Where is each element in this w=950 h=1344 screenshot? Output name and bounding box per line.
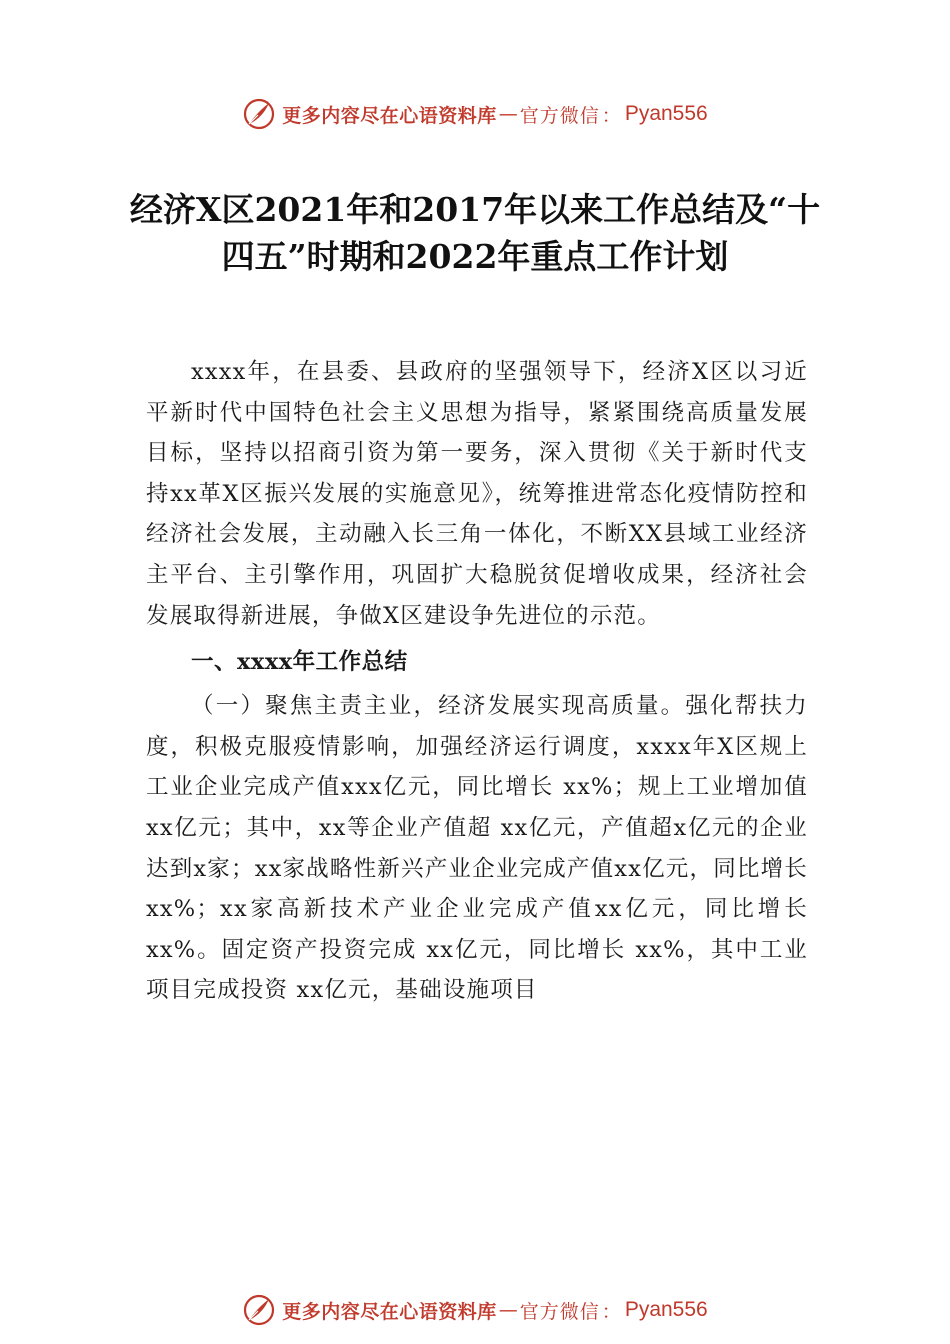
section-paragraph: （一）聚焦主责主业，经济发展实现高质量。强化帮扶力度，积极克服疫情影响，加强经济运行调度，xxxx年X区规上工业企业完成产值xxx亿元，同比增长 xx%；规上工业增加值 xx亿元；其中，xx等企业产值超 xx亿元，产值超x亿元的企业达到x家；xx家战略性新兴产业企业完成产值xx亿元，同比增长 xx%；xx家高新技术产业企业完成产值xx亿元，同比增长 xx%。固定资产投资完成 xx亿元，同比增长 xx%，其中工业项目完成投资 xx亿元，基础设施项目 [146,693,808,1004]
document-title: 经济X区2021年和2017年以来工作总结及“十四五”时期和2022年重点工作计划 [129,190,821,276]
intro-paragraph: xxxx年，在县委、县政府的坚强领导下，经济X区以习近平新时代中国特色社会主义思想为指导，紧紧围绕高质量发展目标，坚持以招商引资为第一要务，深入贯彻《关于新时代支持xx革X区振兴发展的实施意见》，统筹推进常态化疫情防控和经济社会发展，主动融入长三角一体化，不断XX县域工业经济主平台、主引擎作用，巩固扩大稳脱贫促增收成果，经济社会发展取得新进展，争做X区建设争先进位的示范。 [146,359,808,629]
header-banner-label: 官方微信 [519,104,600,127]
header-banner-separator: — [498,103,518,125]
header-banner-colon: ： [601,104,621,127]
document-body [146,352,808,1011]
footer-banner-label: 官方微信 [519,1300,600,1323]
section-heading: 一、xxxx年工作总结 [191,649,408,676]
header-banner-text: 更多内容尽在心语资料库 [282,104,497,127]
footer-banner-separator: — [498,1299,518,1321]
footer-banner-colon: ： [601,1300,621,1323]
footer-banner-wechat-id: Pyan556 [624,1298,708,1321]
footer-banner [0,1290,950,1330]
feather-pen-logo-icon [242,1293,276,1327]
header-banner [0,94,950,134]
feather-pen-logo-icon [242,97,276,131]
header-banner-wechat-id: Pyan556 [624,102,708,125]
footer-banner-text: 更多内容尽在心语资料库 [282,1300,497,1323]
